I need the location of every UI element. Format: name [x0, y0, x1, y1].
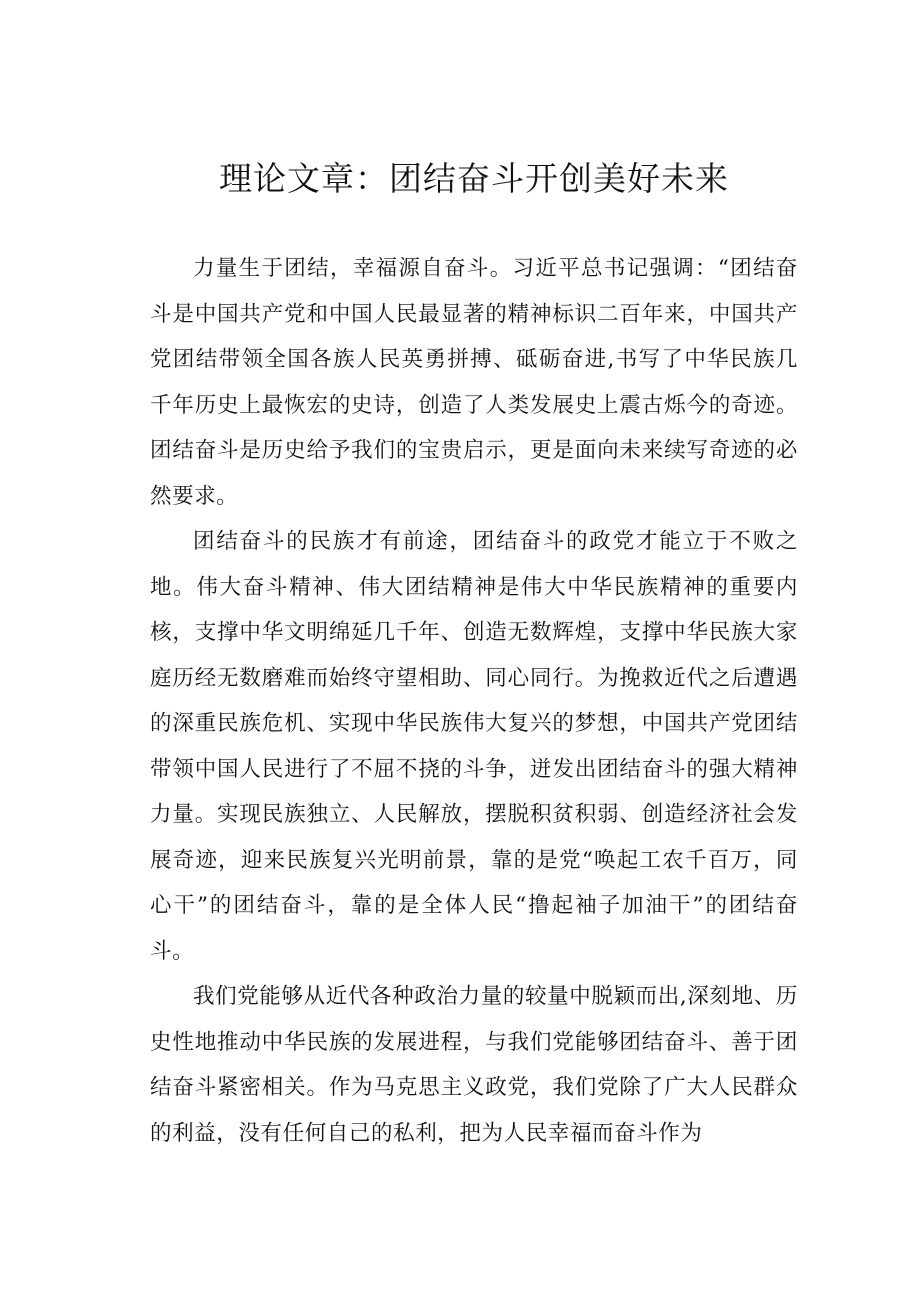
paragraph-3: 我们党能够从近代各种政治力量的较量中脱颖而出,深刻地、历史性地推动中华民族的发展进程，与我们党能够团结奋斗、善于团结奋斗紧密相关。作为马克思主义政党，我们党除了广大人民群众的利益，没有任何自己的私利，把为人民幸福而奋斗作为	[150, 984, 798, 1146]
paragraph-1: 力量生于团结，幸福源自奋斗。习近平总书记强调：“团结奋斗是中国共产党和中国人民最显著的精神标识二百年来，中国共产党团结带领全国各族人民英勇拼搏、砥砺奋进,书写了中华民族几千年历史上最恢宏的史诗，创造了人类发展史上震古烁今的奇迹。团结奋斗是历史给予我们的宝贵启示，更是面向未来续写奇迹的必然要求。	[150, 256, 798, 509]
document-body	[150, 246, 798, 1156]
document-title: 理论文章：团结奋斗开创美好未来	[219, 159, 729, 198]
paragraph-2: 团结奋斗的民族才有前途，团结奋斗的政党才能立于不败之地。伟大奋斗精神、伟大团结精神是伟大中华民族精神的重要内核，支撑中华文明绵延几千年、创造无数辉煌，支撑中华民族大家庭历经无数磨难而始终守望相助、同心同行。为挽救近代之后遭遇的深重民族危机、实现中华民族伟大复兴的梦想，中国共产党团结带领中国人民进行了不屈不挠的斗争，迸发出团结奋斗的强大精神力量。实现民族独立、人民解放，摆脱积贫积弱、创造经济社会发展奇迹，迎来民族复兴光明前景，靠的是党“唤起工农千百万，同心干”的团结奋斗，靠的是全体人民“撸起袖子加油干”的团结奋斗。	[150, 529, 798, 964]
